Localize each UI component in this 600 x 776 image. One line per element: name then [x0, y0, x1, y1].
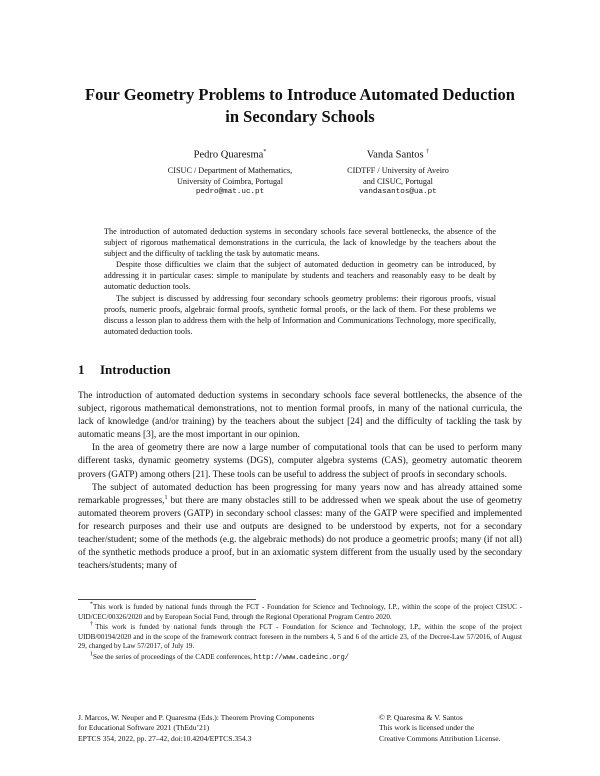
- body-paragraph: The subject of automated deduction has been progressing for many years now and has already attained some remarkable progresses,$^1$ but there are many obstacles still to be addressed when we speak about the use of geometry automated theorem provers (GATP) in secondary school classes: many of the GATP were specified and implemented for research purposes and their use and outputs are designed to be understood by experts, not for a secondary teacher/student; some of the methods (e.g. the algebraic methods) do not produce a geometric proofs; many (if not all) of the synthetic methods produce a proof, but in an axiomatic system different from the usually used by the secondary teachers/students; many of: [78, 482, 522, 572]
- section-title: Introduction: [100, 362, 171, 377]
- section-number: 1: [78, 362, 85, 377]
- license-info-line: This work is licensed under the: [379, 723, 475, 733]
- author-name: Vanda Santos †: [366, 149, 430, 161]
- author-affiliation-line: CIDTFF / University of Aveiro: [347, 165, 449, 175]
- body-paragraph: In the area of geometry there are now a large number of computational tools that can be used to perform many different tasks, dynamic geometry systems (DGS), computer algebra systems (CAS), geometry automatic theorem provers (GATP) among others [21]. These tools can be useful to address the subject of proofs in secondary schools.: [78, 443, 522, 480]
- abstract: [104, 226, 496, 337]
- author-affiliation-line: CISUC / Department of Mathematics,: [167, 165, 293, 175]
- body-paragraph: The introduction of automated deduction systems in secondary schools face several bottlenecks, the absence of the subject, rigorous mathematical demonstrations, not to mention formal proofs, in many of the national curricula, the lack of knowledge (and/or training) by the teachers about the subject [24] and the difficulty of tackling the task by automatic means [3], are the most important in our opinion.: [78, 391, 522, 441]
- license-info-line: © P. Quaresma & V. Santos: [379, 713, 463, 722]
- footnote-divider: [78, 599, 256, 600]
- cade-url-link[interactable]: http://www.cadeinc.org/: [253, 653, 349, 662]
- abstract-paragraph: Despite those difficulties we claim that the subject of automated deduction in geometry can be introduced, by addressing it in particular cases: simple to manipulate by students and teachers and reasonably easy to be dealt by automatic deduction tools.: [104, 260, 496, 292]
- author-block-quaresma: [150, 144, 310, 198]
- section-heading-introduction: [78, 362, 171, 378]
- author-email: vandasantos@ua.pt: [359, 187, 437, 196]
- publication-info-line: for Educational Software 2021 (ThEdu’21): [78, 723, 210, 733]
- footnote-reference: 1: [164, 494, 168, 501]
- footnotes: [78, 603, 522, 665]
- publication-info: [78, 713, 314, 744]
- title-line-2: in Secondary Schools: [225, 107, 375, 126]
- license-info-line: Creative Commons Attribution License.: [379, 733, 501, 743]
- author-email: pedro@mat.uc.pt: [195, 187, 265, 196]
- author-affiliation-line: and CISUC, Portugal: [363, 176, 433, 186]
- publication-info-line: EPTCS 354, 2022, pp. 27–42, doi:10.4204/EPTCS.354.3: [78, 733, 252, 743]
- author-name: Pedro Quaresma*: [193, 149, 267, 161]
- body-text: [78, 390, 522, 573]
- license-info: [379, 713, 500, 744]
- footnote: $^1$See the series of proceedings of the CADE conferences, http://www.cadeinc.org/: [90, 651, 349, 662]
- paper-title: [60, 84, 540, 128]
- title-line-1: Four Geometry Problems to Introduce Automated Deduction: [85, 85, 515, 104]
- author-block-santos: [318, 144, 478, 198]
- abstract-paragraph: The introduction of automated deduction systems in secondary schools face several bottlenecks, the absence of the subject of rigorous mathematical demonstrations in the curricula, the lack of knowledge by the teachers about the subject and the difficulty of tackling the task by automatic means.: [104, 227, 496, 259]
- abstract-paragraph: The subject is discussed by addressing four secondary schools geometry problems: their rigorous proofs, visual proofs, numeric proofs, algebraic formal proofs, synthetic formal proofs, or the lack of them. For these problems we discuss a lesson plan to address them with the help of Information and Communications Technology, more specifically, automated deduction tools.: [104, 293, 496, 336]
- publication-info-line: J. Marcos, W. Neuper and P. Quaresma (Eds.): Theorem Proving Components: [78, 713, 315, 722]
- footnote: *This work is funded by national funds through the FCT - Foundation for Science and Technology, I.P., within the scope of the project CISUC - UID/CEC/00326/2020 and by European Social Fund, through the Regional Operational Program Centro 2020.: [78, 601, 522, 621]
- footnote: †This work is funded by national funds through the FCT - Foundation for Science and Technology, I.P., within the scope of the project UIDB/00194/2020 and in the scope of the framework contract foreseen in the numbers 4, 5 and 6 of the article 23, of the Decree-Law 57/2016, of August 29, changed by Law 57/2017, of July 19.: [78, 621, 523, 651]
- author-affiliation-line: University of Coimbra, Portugal: [177, 176, 283, 186]
